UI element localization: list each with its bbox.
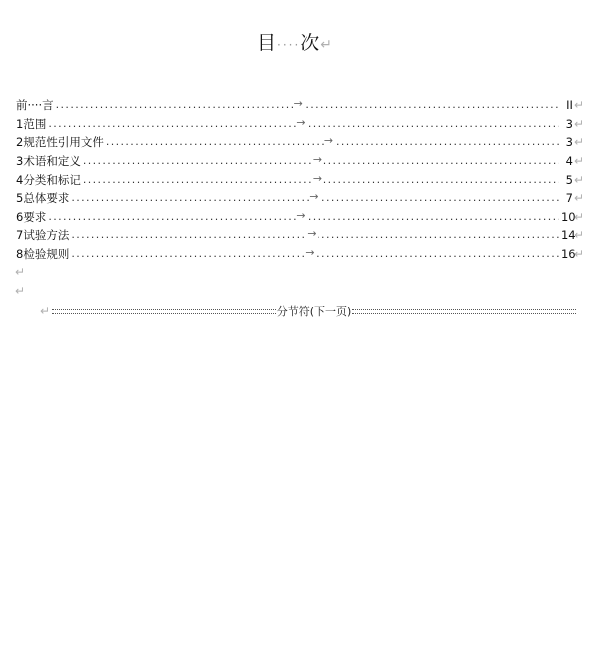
empty-paragraph: [15, 284, 25, 298]
paragraph-mark-icon: ↵: [573, 98, 584, 113]
toc-entry-page: 3: [565, 116, 573, 131]
toc-entry-1[interactable]: [16, 115, 584, 134]
toc-entry-page: 14: [560, 228, 576, 243]
toc-entry-8[interactable]: [16, 245, 584, 264]
toc-entry-label: 总体要求: [23, 191, 70, 206]
toc-leader-dots: [106, 133, 559, 151]
paragraph-mark-icon: ↵: [320, 37, 334, 53]
toc-entry-preface[interactable]: [16, 96, 584, 115]
toc-entry-7[interactable]: [16, 226, 584, 245]
toc-entry-label: 检验规则: [23, 247, 70, 262]
paragraph-mark-icon: ↵: [573, 154, 584, 169]
toc-entry-2[interactable]: [16, 133, 584, 152]
toc-entry-3[interactable]: [16, 152, 584, 171]
paragraph-mark-icon: ↵: [573, 135, 584, 150]
section-break: [40, 303, 576, 319]
toc-entry-number: 6: [16, 209, 24, 224]
toc-entry-number: 7: [16, 228, 24, 243]
toc-title-spacing-dots: ····: [277, 38, 301, 52]
tab-arrow-icon: ..... →: [324, 133, 335, 150]
section-break-label: 分节符(下一页): [276, 305, 352, 318]
paragraph-mark-icon: ↵: [15, 265, 26, 279]
toc-entry-label: 分类和标记: [23, 172, 81, 187]
toc-leader-dots: [48, 208, 559, 226]
toc-entry-label: 要求: [23, 209, 47, 224]
section-break-rule-left: [52, 309, 276, 314]
tab-arrow-icon: ..... →: [313, 171, 324, 188]
paragraph-mark-icon: ↵: [573, 247, 584, 262]
empty-paragraph: [15, 265, 25, 279]
toc-title-char-2: 次: [300, 32, 321, 54]
paragraph-mark-icon: ↵: [40, 304, 51, 318]
toc-entry-number: 8: [16, 247, 24, 262]
toc-leader-dots: [71, 226, 559, 244]
toc-entry-4[interactable]: [16, 170, 584, 189]
toc-entry-page: II: [566, 98, 573, 113]
paragraph-mark-icon: ↵: [573, 191, 584, 206]
toc-entry-label: 前····言: [16, 98, 54, 113]
toc-title-char-1: 目: [256, 32, 277, 54]
toc-entry-page: 16: [560, 247, 576, 262]
toc-entry-page: 5: [565, 172, 573, 187]
toc-leader-dots: [83, 171, 559, 189]
toc-entry-label: 范围: [23, 116, 47, 131]
toc-entry-page: 7: [565, 191, 573, 206]
tab-arrow-icon: ..... →: [309, 189, 320, 206]
toc-entry-6[interactable]: [16, 208, 584, 227]
toc-entry-label: 试验方法: [23, 228, 70, 243]
paragraph-mark-icon: ↵: [573, 209, 584, 224]
toc-entry-page: 3: [565, 135, 573, 150]
toc-entry-label: 规范性引用文件: [23, 135, 104, 150]
toc-leader-dots: [71, 189, 559, 207]
toc-leader-dots: [71, 245, 559, 263]
toc-entry-page: 10: [560, 209, 576, 224]
section-break-rule-right: [352, 309, 576, 314]
toc-title: [0, 31, 590, 57]
tab-arrow-icon: ..... →: [313, 152, 324, 169]
paragraph-mark-icon: ↵: [15, 284, 26, 298]
toc-list: [16, 96, 584, 263]
tab-arrow-icon: ..... →: [305, 245, 316, 262]
tab-arrow-icon: ..... →: [307, 226, 318, 243]
toc-entry-number: 4: [16, 172, 24, 187]
paragraph-mark-icon: ↵: [573, 116, 584, 131]
toc-entry-number: 5: [16, 191, 24, 206]
tab-arrow-icon: ..... →: [294, 96, 305, 113]
toc-entry-number: 2: [16, 135, 24, 150]
toc-entry-5[interactable]: [16, 189, 584, 208]
tab-arrow-icon: ..... →: [296, 115, 307, 132]
toc-leader-dots: [48, 115, 559, 133]
toc-entry-number: 3: [16, 154, 24, 169]
tab-arrow-icon: ..... →: [296, 208, 307, 225]
toc-entry-number: 1: [16, 116, 24, 131]
toc-leader-dots: [56, 96, 559, 114]
toc-entry-label: 术语和定义: [23, 154, 81, 169]
toc-leader-dots: [83, 152, 559, 170]
paragraph-mark-icon: ↵: [573, 172, 584, 187]
toc-entry-page: 4: [565, 154, 573, 169]
paragraph-mark-icon: ↵: [573, 228, 584, 243]
